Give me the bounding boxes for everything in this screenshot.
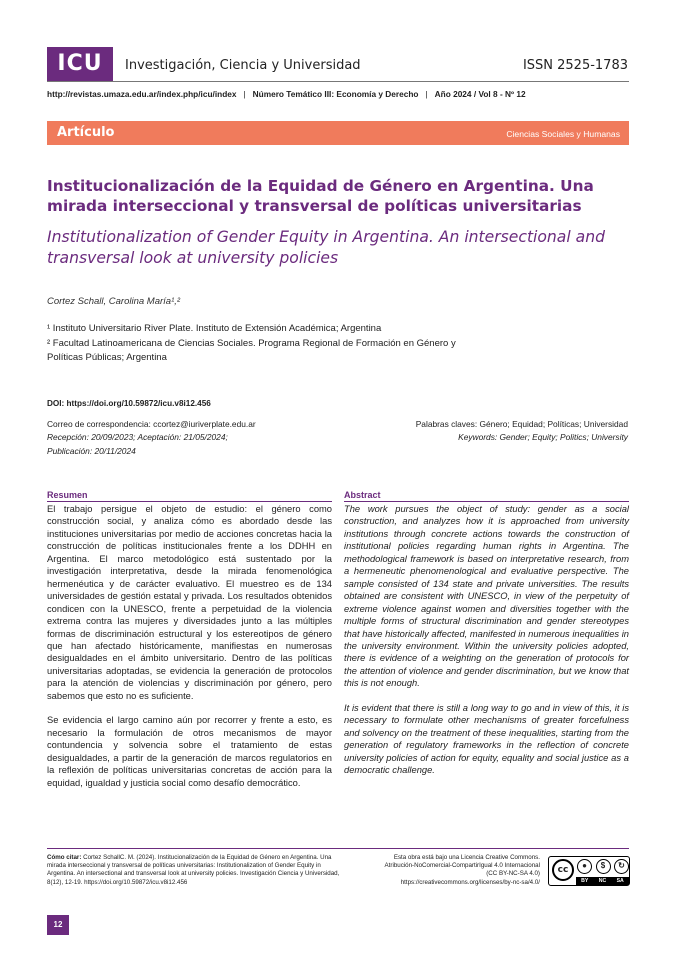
journal-logo: ICU	[47, 47, 113, 81]
cc-by-label: BY	[581, 878, 589, 884]
keywords-spanish: Palabras claves: Género; Equidad; Políticas; Universidad	[415, 419, 628, 429]
article-area: Ciencias Sociales y Humanas	[506, 129, 620, 139]
cc-terms-strip	[576, 877, 629, 885]
header-divider	[47, 81, 629, 82]
license-text	[360, 854, 540, 887]
issue-meta-line	[47, 89, 526, 99]
license-line-3: (CC BY-NC-SA 4.0)	[486, 870, 540, 878]
footer-divider	[47, 848, 629, 849]
cc-license-badge[interactable]	[548, 856, 630, 886]
title-english: Institutionalization of Gender Equity in Argentina. An intersectional and transversal look at university policies	[47, 228, 605, 267]
abstract-paragraph-1: The work pursues the object of study: gender as a social construction, and analyzes how it is approached from university institutions through concrete actions towards the construction of institutional policies regarding human rights in Argentina. The methodological framework is based on interpretative research, from a hermeneutic phenomenological and evaluative perspective. The sample consisted of 134 state and private universities. The results obtained are consistent with UNESCO, in view of the perpetuity of extreme violence against women and diversities together with the multiple forms of structural discrimination and gender stereotypes that have historically affected, manifested in numerous inequalities in the university environment. Within the university policies adopted, there is evidence of a weighting on the generation of protocols for the attention of violence and gender discrimination, but we know that this is not enough.	[344, 504, 629, 689]
license-url[interactable]: https://creativecommons.org/licenses/by-nc-sa/4.0/	[400, 878, 540, 886]
affiliation-2-cont: Políticas Públicas; Argentina	[47, 352, 167, 363]
journal-name: Investigación, Ciencia y Universidad	[125, 58, 361, 73]
abstract-rule	[344, 501, 629, 502]
separator: |	[425, 89, 428, 99]
cc-nc-label: NC	[598, 878, 607, 884]
received-accepted-dates: Recepción: 20/09/2023; Aceptación: 21/05/2024;	[47, 432, 228, 442]
doi-link[interactable]: DOI: https://doi.org/10.59872/icu.v8i12.456	[47, 399, 211, 408]
cc-icon: cc	[552, 859, 574, 881]
resumen-rule	[47, 501, 332, 502]
abstract-body	[344, 503, 629, 777]
abstract-paragraph-2: It is evident that there is still a long way to go and in view of this, it is necessary to formulate other mechanisms of greater forcefulness and solvency on the treatment of these inequalities, starting from the generation of regulatory frameworks in the reflection of concrete university policies of action for equity, equality and social justice as a democratic challenge.	[344, 702, 629, 776]
abstract-heading: Abstract	[344, 490, 381, 500]
resumen-heading: Resumen	[47, 490, 88, 500]
affiliation-2: ² Facultad Latinoamericana de Ciencias Sociales. Programa Regional de Formación en Género y	[47, 338, 456, 349]
cc-sa-label: SA	[616, 878, 624, 884]
separator: |	[243, 89, 246, 99]
journal-url[interactable]: http://revistas.umaza.edu.ar/index.php/icu/index	[47, 89, 237, 99]
sharealike-icon: ↻	[614, 859, 629, 874]
resumen-paragraph-1: El trabajo persigue el objeto de estudio: el género como construcción social, y analiza cómo es abordado desde las instituciones universitarias por medio de acciones concretas hacia la construcción de políticas institucionales frente a los DDHH en Argentina. El marco metodológico está sustentado por la investigación interpretativa, desde la mirada fenomenológica hermenéutica y de carácter evaluativo. El muestreo es de 134 universidades de gestión estatal y privada. Los resultados obtenidos condicen con la UNESCO, frente a perpetuidad de la violencia extrema contra las mujeres y diversidades junto a las múltiples formas de discriminación estructural y los estereotipos de género que han afectado históricamente, manifiestas en numerosas desigualdades en el ámbito universitario. Dentro de las políticas universitarias adoptadas, se evidencia la generación de protocolos para la atención de violencias y discriminación por género, pero sabemos que esto no es suficiente.	[47, 504, 332, 701]
noncommercial-icon: $	[596, 859, 611, 874]
correspondence-email[interactable]: Correo de correspondencia: ccortez@iuriverplate.edu.ar	[47, 419, 256, 429]
license-line-2: Atribución-NoComercial-CompartirIgual 4.0 Internacional	[384, 862, 540, 870]
affiliation-1: ¹ Instituto Universitario River Plate. Instituto de Extensión Académica; Argentina	[47, 323, 382, 334]
issn: ISSN 2525-1783	[522, 58, 628, 73]
article-type: Artículo	[57, 125, 115, 140]
page-number: 12	[47, 915, 69, 935]
citation	[47, 854, 347, 887]
title-spanish: Institucionalización de la Equidad de Género en Argentina. Una mirada interseccional y transversal de políticas universitarias	[47, 177, 594, 215]
volume-info: Año 2024 / Vol 8 - Nº 12	[434, 89, 526, 99]
attribution-icon: ●	[577, 859, 592, 874]
issue-theme: Número Temático III: Economía y Derecho	[252, 89, 419, 99]
publication-date: Publicación: 20/11/2024	[47, 446, 136, 456]
citation-label: Cómo citar:	[47, 854, 82, 861]
license-line-1: Esta obra está bajo una Licencia Creative Commons.	[393, 854, 540, 861]
citation-text: Cortez SchallC. M. (2024). Institucionalización de la Equidad de Género en Argentina. Una mirada interseccional y transversal de políticas universitarias: Institutionalization of Gender Equity in Argentina. An intersectional and transversal look at university policies. Investigación Ciencia y Universidad, 8(12), 12-19. https://doi.org/10.59872/icu.v8i12.456	[47, 854, 340, 886]
authors: Cortez Schall, Carolina María¹,²	[47, 296, 181, 307]
resumen-body	[47, 503, 332, 789]
keywords-english: Keywords: Gender; Equity; Politics; University	[458, 432, 628, 442]
resumen-paragraph-2: Se evidencia el largo camino aún por recorrer y frente a esto, es necesario la formulación de otros mecanismos de mayor contundencia y solvencia sobre el tratamiento de estas desigualdades, a partir de la generación de marcos regulatorios en la reflexión de políticas universitarias concretas de acción para la equidad, igualdad y justicia social como desafío democrático.	[47, 715, 332, 788]
